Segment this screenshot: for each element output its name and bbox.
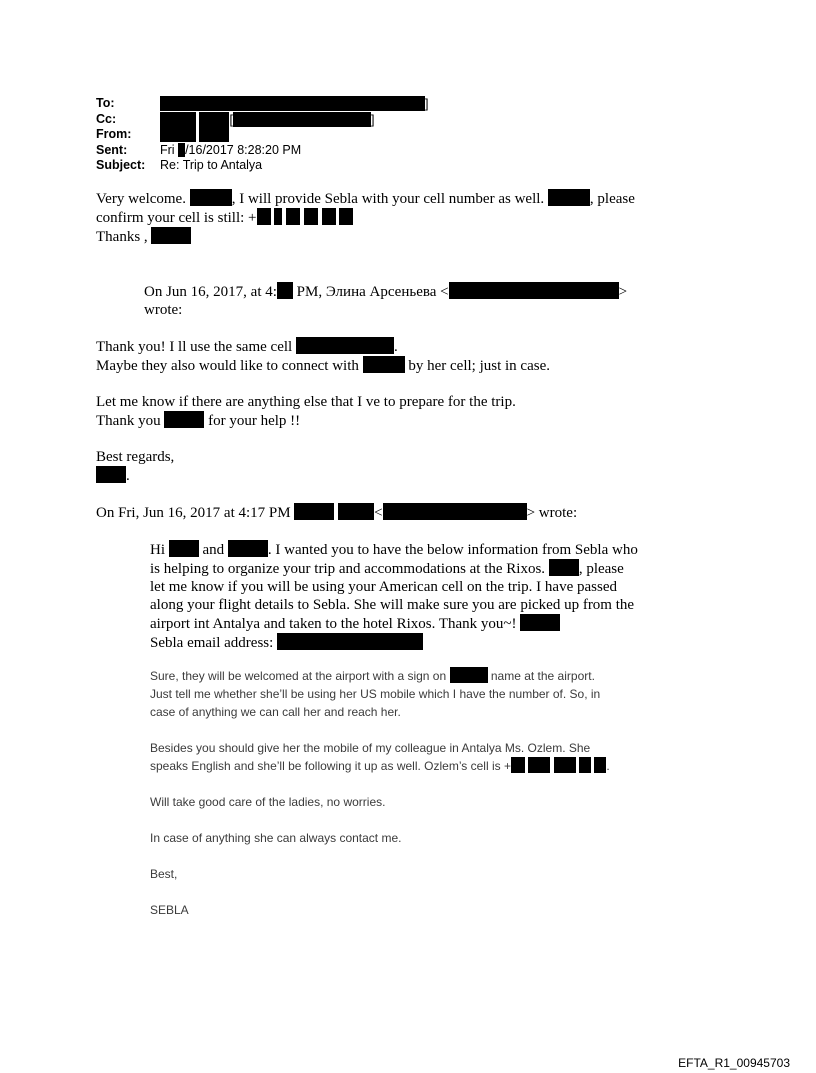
redaction-bar: [520, 614, 560, 631]
sebla-message: Sure, they will be welcomed at the airport with a sign on name at the airport. Just tell me whether she’ll be using her US mobile which I have the number of. So, in case of anything we can call her and reach her. Besides you should give her the mobile of my colleague in Antalya Ms. Ozlem. She speaks English and she’ll be following it up as well. Ozlem’s cell is + . Will take good care of the ladies, no worries. In case of anything she can always contact me. Best, SEBLA: [150, 669, 610, 917]
redaction-bar: [450, 667, 488, 683]
redaction-bar: [594, 757, 606, 773]
subject-label: Subject:: [96, 158, 146, 172]
redaction-bar: [548, 189, 590, 206]
redaction-bar: [511, 757, 525, 773]
reply-body: Very welcome. , I will provide Sebla with your cell number as well. , please confirm your cell is still: + Thanks ,: [96, 191, 635, 245]
to-value: ]: [160, 96, 428, 113]
cc-value: [ ]: [160, 112, 374, 129]
redaction-bar: [383, 503, 527, 520]
from-value: [160, 127, 229, 144]
elina-message: Thank you! I ll use the same cell . Maybe they also would like to connect with by her cell; just in case. Let me know if there are anything else that I ve to prepare for the trip. Thank you for your help !! Best regards, .: [96, 339, 550, 484]
redaction-bar: [199, 112, 229, 127]
sent-label: Sent:: [96, 142, 128, 157]
sent-value: Fri /16/2017 8:28:20 PM: [160, 142, 302, 157]
redaction-bar: [199, 127, 229, 142]
quote-header-2: On Fri, Jun 16, 2017 at 4:17 PM < > wrote:: [96, 505, 578, 521]
redaction-bar: [554, 757, 576, 773]
redaction-bar: [160, 127, 196, 142]
redaction-bar: [228, 540, 268, 557]
redaction-bar: [528, 757, 550, 773]
bates-number: EFTA_R1_00945703: [678, 1056, 790, 1070]
redaction-bar: [296, 337, 394, 354]
redaction-bar: [294, 503, 334, 520]
redaction-bar: [164, 411, 204, 428]
from-label: From:: [96, 127, 132, 141]
redaction-bar: [449, 282, 619, 299]
cc-label: Cc:: [96, 111, 117, 126]
redaction-bar: [277, 282, 293, 299]
redaction-bar: [274, 208, 282, 225]
redaction-bar: [304, 208, 318, 225]
redaction-bar: [233, 112, 371, 127]
redaction-bar: [363, 356, 405, 373]
redaction-bar: [178, 143, 185, 157]
redaction-bar: [338, 503, 374, 520]
redaction-bar: [96, 466, 126, 483]
redaction-bar: [257, 208, 271, 225]
to-label: To:: [96, 96, 115, 110]
redaction-bar: [160, 112, 196, 127]
redaction-bar: [286, 208, 300, 225]
redaction-bar: [322, 208, 336, 225]
quote-header-1: On Jun 16, 2017, at 4: PM, Элина Арсеньева < > wrote:: [144, 284, 628, 318]
redaction-bar: [151, 227, 191, 244]
redaction-bar: [190, 189, 232, 206]
redaction-bar: [549, 559, 579, 576]
redaction-bar: [160, 96, 425, 111]
subject-value: Re: Trip to Antalya: [160, 158, 263, 172]
redaction-bar: [579, 757, 591, 773]
forwarded-message: Hi and . I wanted you to have the below information from Sebla who is helping to organize your trip and accommodations at the Rixos. , please let me know if you will be using your American cell on the trip. I have passed along your flight details to Sebla. She will make sure you are picked up from the airport int Antalya and taken to the hotel Rixos. Thank you~! Sebla email address:: [150, 542, 638, 651]
redaction-bar: [277, 633, 423, 650]
redaction-bar: [339, 208, 353, 225]
redaction-bar: [169, 540, 199, 557]
